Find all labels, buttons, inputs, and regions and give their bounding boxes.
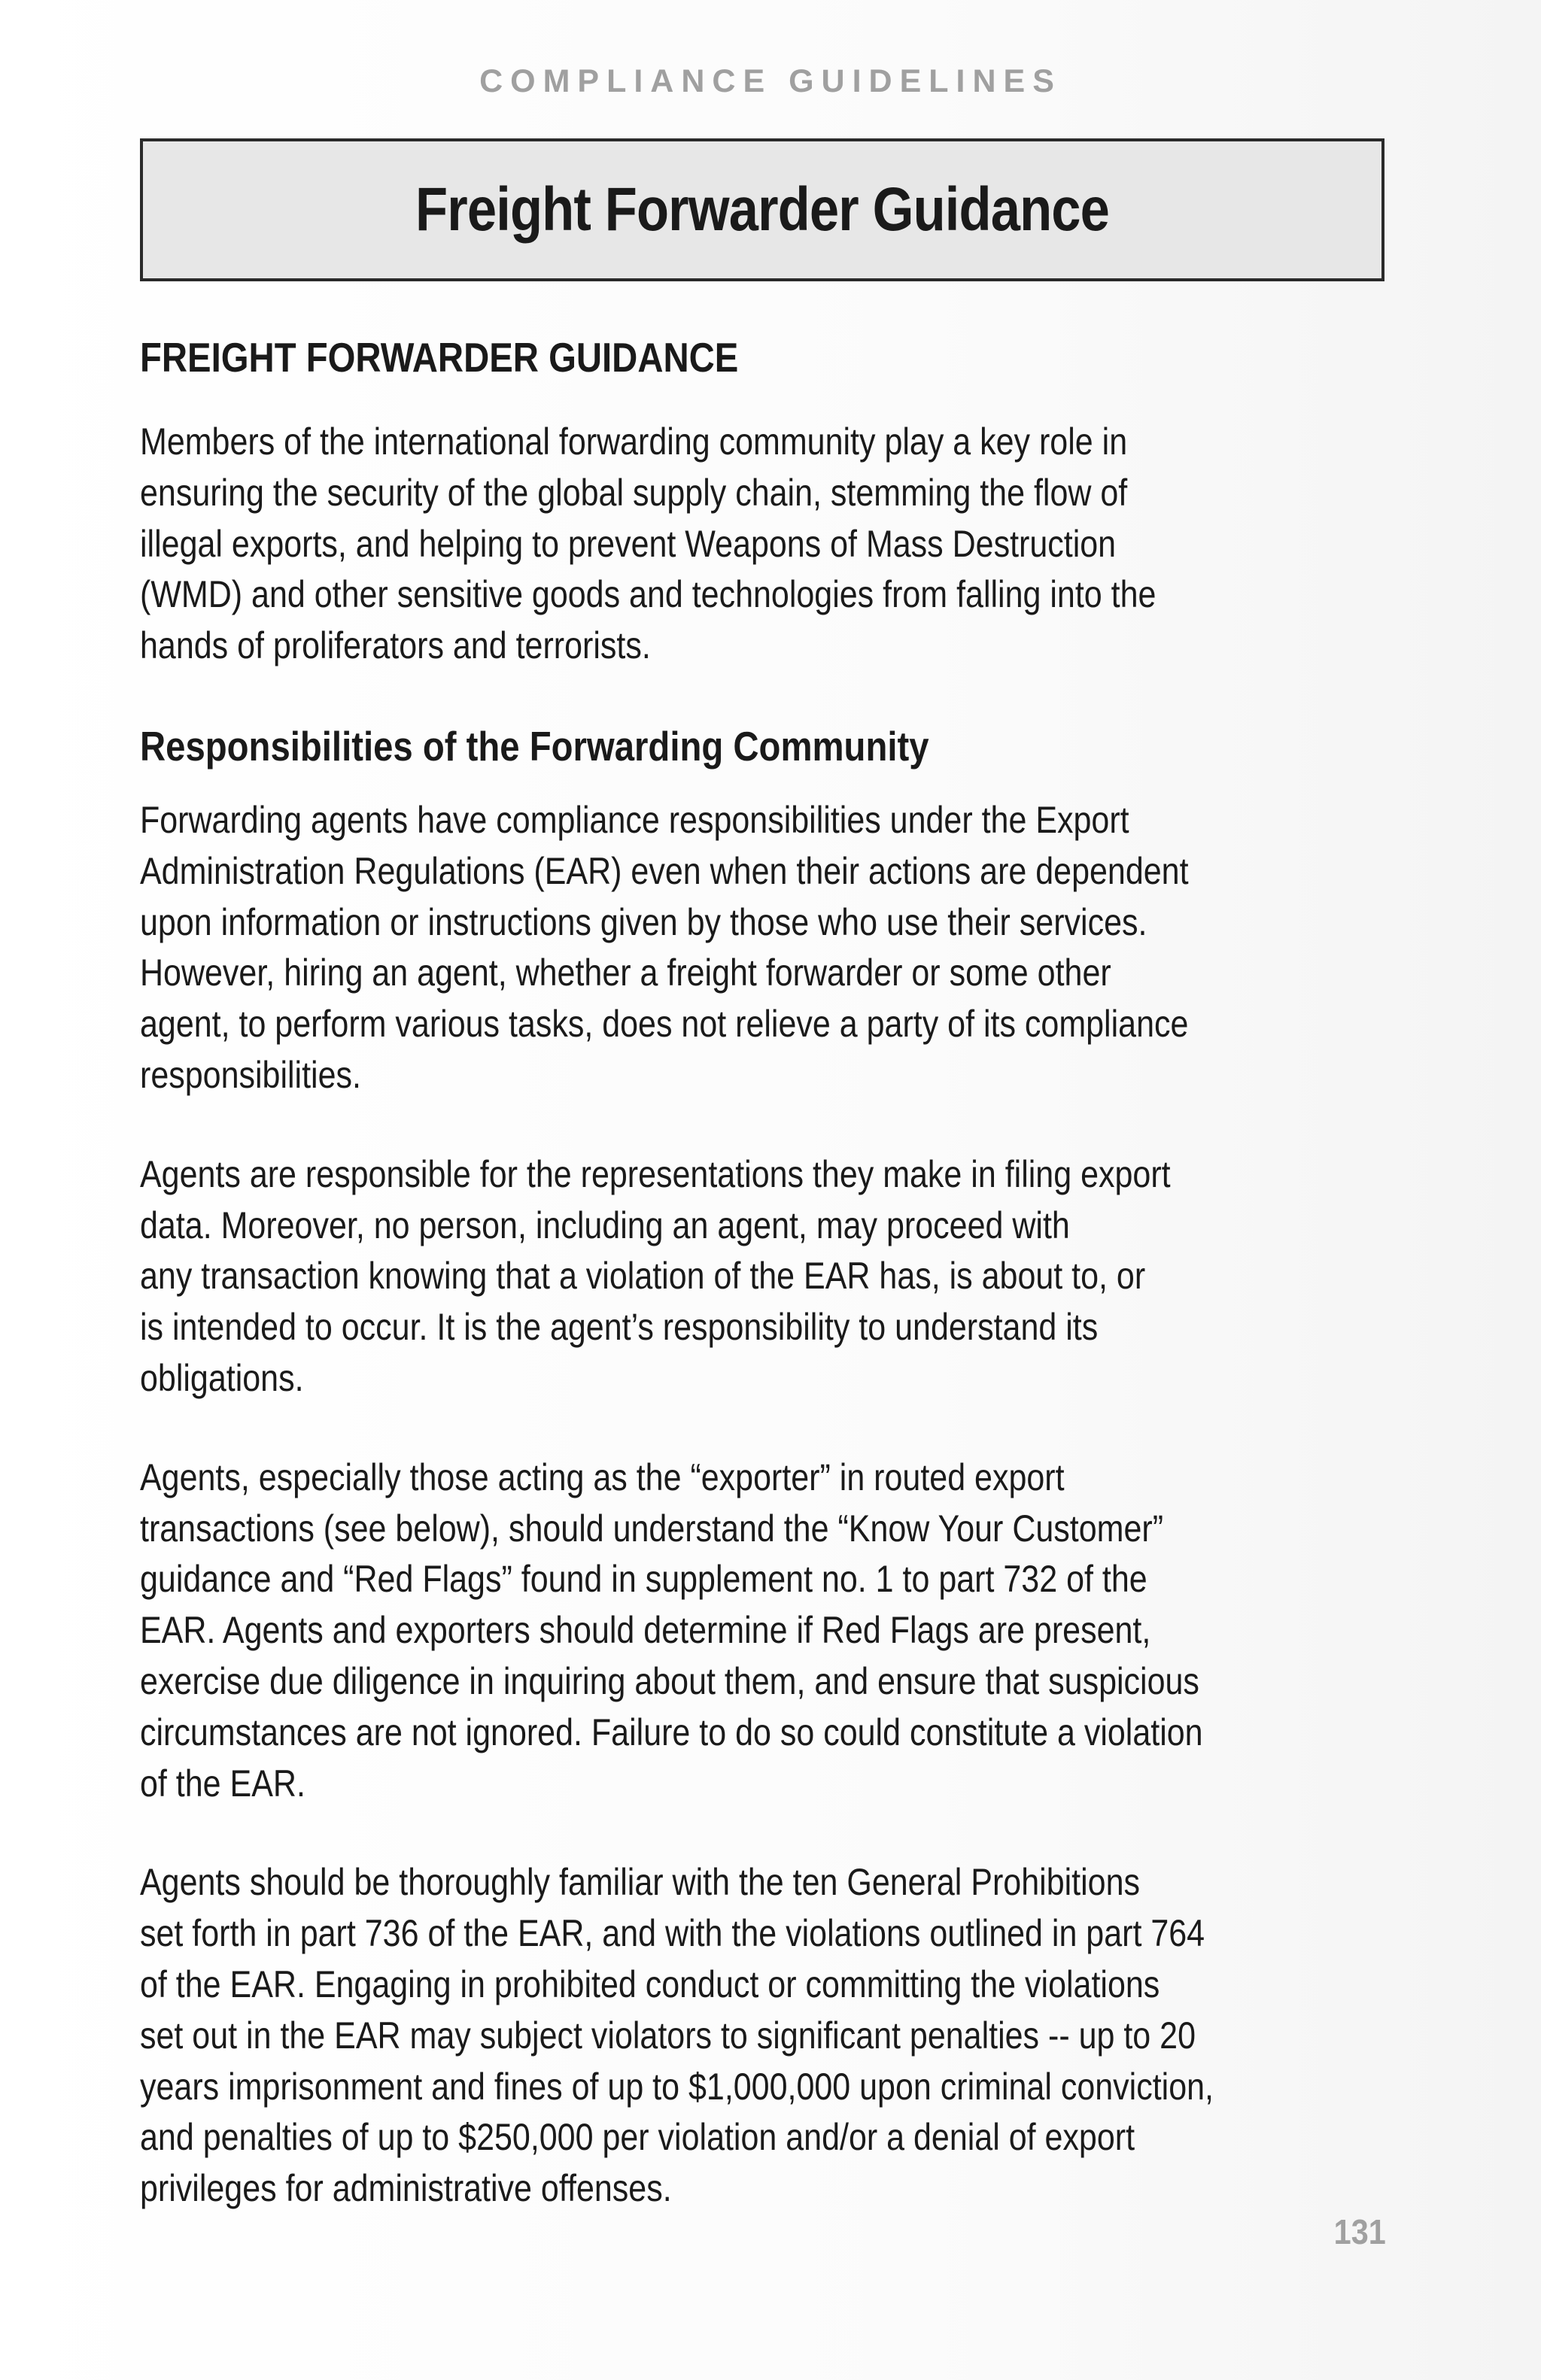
paragraph-4 bbox=[140, 1857, 1240, 2215]
text-line: of the EAR. Engaging in prohibited conduct or committing the violations bbox=[140, 1963, 1160, 2005]
text-line: Administration Regulations (EAR) even when their actions are dependent bbox=[140, 849, 1189, 892]
text-line: set out in the EAR may subject violators to significant penalties -- up to 20 bbox=[140, 2014, 1196, 2057]
intro-paragraph bbox=[140, 417, 1240, 672]
page-title: Freight Forwarder Guidance bbox=[415, 175, 1109, 244]
text-line: privileges for administrative offenses. bbox=[140, 2167, 672, 2210]
paragraph-1 bbox=[140, 795, 1240, 1101]
text-line: ensuring the security of the global supply chain, stemming the flow of bbox=[140, 471, 1128, 514]
text-line: Agents should be thoroughly familiar with the ten General Prohibitions bbox=[140, 1861, 1140, 1904]
text-line: any transaction knowing that a violation of the EAR has, is about to, or bbox=[140, 1255, 1146, 1298]
text-line: years imprisonment and fines of up to $1,000,000 upon criminal conviction, bbox=[140, 2065, 1214, 2108]
text-line: (WMD) and other sensitive goods and technologies from falling into the bbox=[140, 573, 1157, 616]
text-line: illegal exports, and helping to prevent Weapons of Mass Destruction bbox=[140, 522, 1117, 565]
paragraph-3 bbox=[140, 1453, 1240, 1810]
text-line: Members of the international forwarding community play a key role in bbox=[140, 420, 1128, 463]
text-line: obligations. bbox=[140, 1356, 304, 1399]
paragraph-2 bbox=[140, 1149, 1240, 1404]
text-line: Agents are responsible for the representations they make in filing export bbox=[140, 1152, 1171, 1195]
text-line: data. Moreover, no person, including an agent, may proceed with bbox=[140, 1204, 1070, 1246]
text-line: responsibilities. bbox=[140, 1053, 361, 1096]
section-heading: FREIGHT FORWARDER GUIDANCE bbox=[140, 334, 739, 381]
running-head: COMPLIANCE GUIDELINES bbox=[479, 63, 1062, 99]
text-line: hands of proliferators and terrorists. bbox=[140, 624, 651, 667]
text-line: Agents, especially those acting as the “exporter” in routed export bbox=[140, 1456, 1065, 1498]
text-line: guidance and “Red Flags” found in supplement no. 1 to part 732 of the bbox=[140, 1558, 1147, 1601]
text-line: However, hiring an agent, whether a freight forwarder or some other bbox=[140, 952, 1111, 994]
text-line: Forwarding agents have compliance responsibilities under the Export bbox=[140, 798, 1129, 841]
text-line: transactions (see below), should understand the “Know Your Customer” bbox=[140, 1507, 1164, 1550]
document-body bbox=[140, 331, 1419, 2251]
text-line: of the EAR. bbox=[140, 1762, 305, 1805]
text-line: is intended to occur. It is the agent’s responsibility to understand its bbox=[140, 1306, 1099, 1349]
text-line: set forth in part 736 of the EAR, and with the violations outlined in part 764 bbox=[140, 1912, 1205, 1955]
text-line: exercise due diligence in inquiring about them, and ensure that suspicious bbox=[140, 1659, 1199, 1702]
subheading: Responsibilities of the Forwarding Community bbox=[140, 722, 929, 770]
page-number: 131 bbox=[1333, 2212, 1386, 2251]
text-line: EAR. Agents and exporters should determine if Red Flags are present, bbox=[140, 1609, 1151, 1652]
text-line: and penalties of up to $250,000 per violation and/or a denial of export bbox=[140, 2116, 1135, 2159]
text-line: agent, to perform various tasks, does not relieve a party of its compliance bbox=[140, 1003, 1189, 1046]
text-line: upon information or instructions given by those who use their services. bbox=[140, 900, 1147, 943]
text-line: circumstances are not ignored. Failure to do so could constitute a violation bbox=[140, 1711, 1203, 1753]
title-box bbox=[140, 138, 1384, 281]
